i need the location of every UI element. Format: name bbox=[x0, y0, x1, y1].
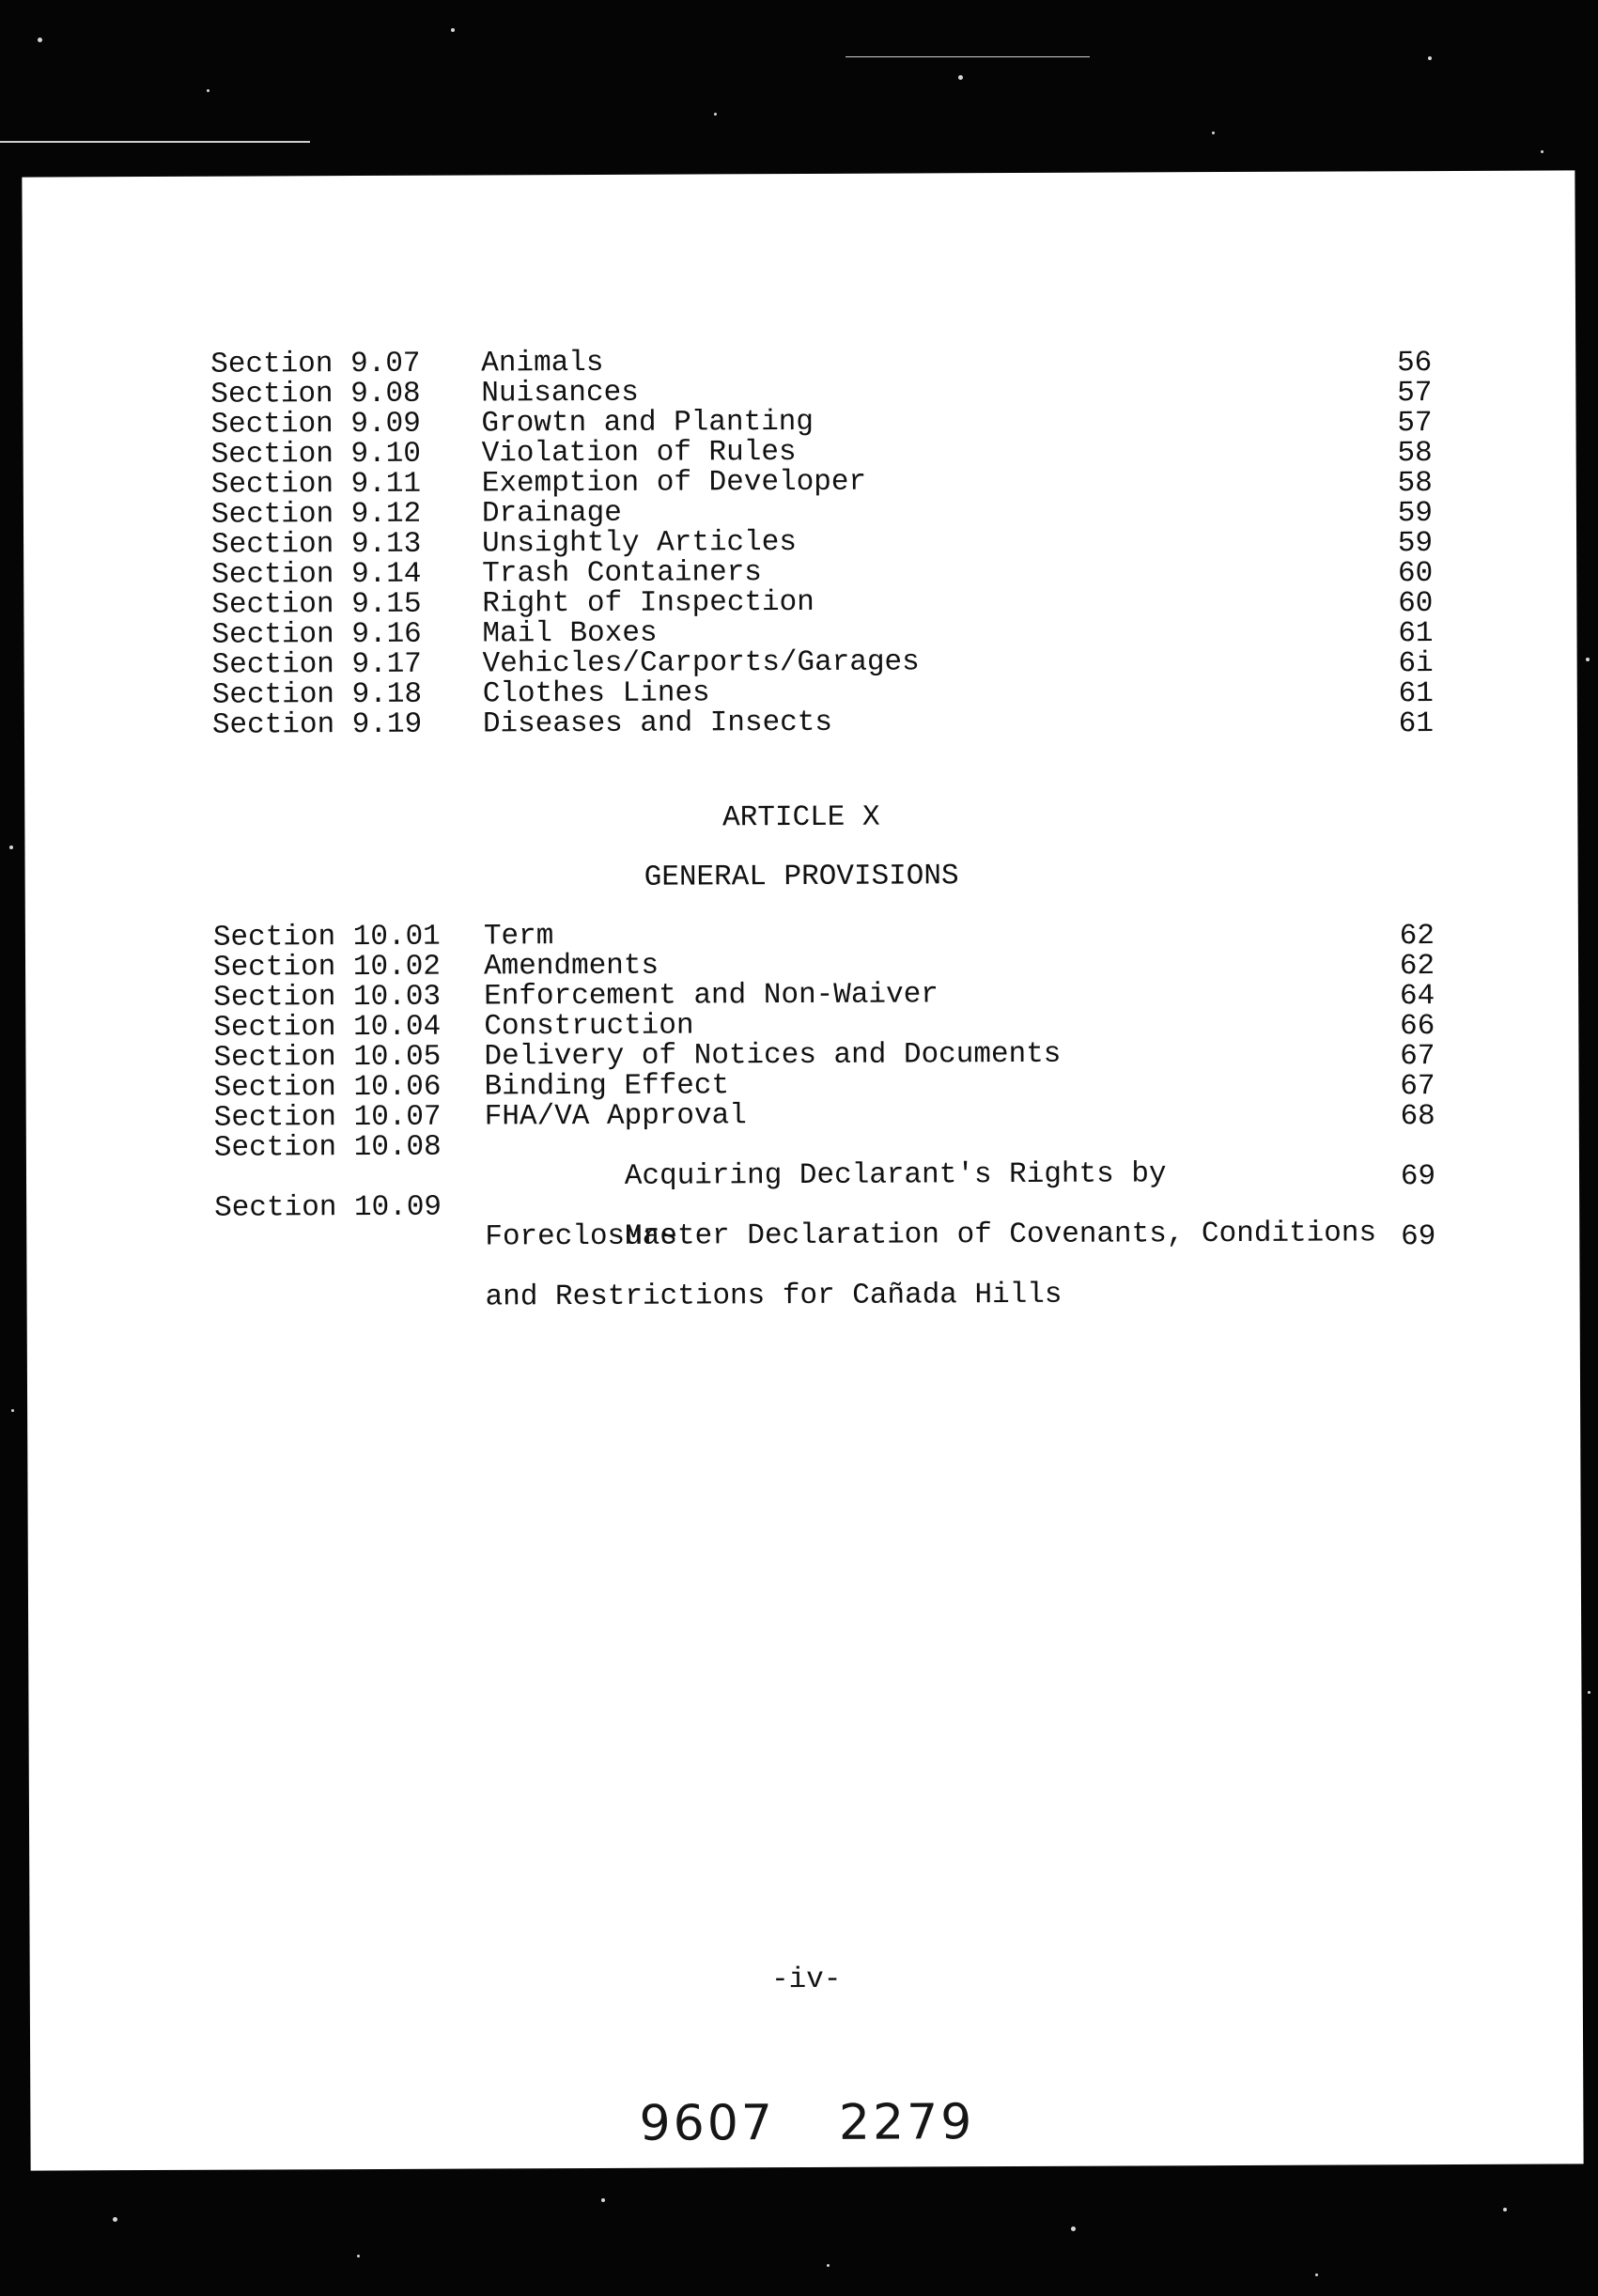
section-number: Section 10.09 bbox=[214, 1190, 442, 1225]
section-number: Section 9.15 bbox=[211, 587, 422, 622]
section-number: Section 10.01 bbox=[212, 920, 441, 954]
section-title: Diseases and Insects bbox=[482, 706, 833, 741]
section-number: Section 10.02 bbox=[212, 950, 441, 985]
section-title: Master Declaration of Covenants, Conditions bbox=[625, 1217, 1377, 1253]
page-number: -iv- bbox=[770, 1962, 842, 1997]
section-title: Acquiring Declarant's Rights by bbox=[624, 1157, 1167, 1193]
toc-entry-10-09 bbox=[214, 1188, 1436, 1314]
section-page: 58 bbox=[1397, 467, 1433, 501]
section-page: 66 bbox=[1400, 1010, 1435, 1044]
article-heading: ARTICLE X bbox=[722, 800, 880, 835]
section-number: Section 10.07 bbox=[213, 1100, 442, 1135]
section-title: Right of Inspection bbox=[482, 585, 815, 621]
bates-stamp bbox=[30, 2091, 1583, 2154]
section-title-continued: and Restrictions for Cañada Hills bbox=[485, 1278, 1063, 1314]
section-number: Section 9.10 bbox=[210, 437, 421, 472]
section-title: Violation of Rules bbox=[481, 436, 797, 471]
section-title-wrap bbox=[485, 1188, 1377, 1373]
section-page: 64 bbox=[1399, 980, 1435, 1014]
section-page: 60 bbox=[1398, 587, 1434, 621]
section-number: Section 9.13 bbox=[211, 527, 422, 562]
section-page: 61 bbox=[1398, 617, 1434, 651]
section-number: Section 10.05 bbox=[213, 1040, 442, 1075]
section-page: 61 bbox=[1398, 707, 1435, 741]
section-title: Drainage bbox=[481, 496, 622, 531]
section-number: Section 9.14 bbox=[211, 557, 422, 592]
section-title: Exemption of Developer bbox=[481, 465, 867, 501]
section-page: 59 bbox=[1397, 497, 1434, 531]
section-title: Vehicles/Carports/Garages bbox=[482, 645, 920, 681]
section-page: 59 bbox=[1397, 527, 1434, 561]
section-number: Section 9.11 bbox=[210, 467, 422, 502]
section-number: Section 9.18 bbox=[211, 677, 423, 712]
section-page: 67 bbox=[1400, 1040, 1435, 1074]
section-number: Section 9.16 bbox=[211, 617, 422, 652]
toc-entry-9-19 bbox=[212, 706, 1434, 741]
section-page: 57 bbox=[1397, 407, 1433, 441]
document-page bbox=[22, 170, 1583, 2170]
section-title: Construction bbox=[484, 1009, 694, 1044]
section-title-continued: Foreclosure bbox=[485, 1219, 678, 1254]
section-page: 60 bbox=[1397, 557, 1434, 591]
section-number: Section 9.07 bbox=[210, 347, 421, 381]
section-number: Section 9.12 bbox=[210, 497, 422, 532]
section-number: Section 10.06 bbox=[213, 1070, 442, 1105]
section-page: 68 bbox=[1400, 1100, 1435, 1134]
section-number: Section 9.19 bbox=[211, 707, 423, 742]
section-page: 62 bbox=[1399, 950, 1435, 984]
section-number: Section 10.03 bbox=[213, 980, 442, 1015]
section-page: 56 bbox=[1396, 347, 1433, 380]
section-title: Enforcement and Non-Waiver bbox=[484, 978, 939, 1014]
section-number: Section 10.04 bbox=[213, 1010, 442, 1045]
section-title: Nuisances bbox=[481, 376, 639, 411]
toc-article-ix bbox=[210, 345, 1434, 741]
section-title: Mail Boxes bbox=[482, 616, 658, 651]
section-title: Amendments bbox=[483, 949, 659, 984]
section-number: Section 10.08 bbox=[213, 1130, 442, 1165]
section-number: Section 9.08 bbox=[210, 377, 421, 411]
section-number: Section 9.09 bbox=[210, 407, 421, 442]
section-title: Binding Effect bbox=[484, 1069, 730, 1104]
toc-article-x bbox=[212, 918, 1436, 1314]
article-subheading: GENERAL PROVISIONS bbox=[644, 860, 959, 894]
section-page: 61 bbox=[1398, 677, 1434, 711]
section-title: FHA/VA Approval bbox=[484, 1099, 747, 1134]
section-page: 58 bbox=[1397, 437, 1433, 471]
section-page: 57 bbox=[1397, 377, 1433, 411]
section-page: 69 bbox=[1400, 1160, 1436, 1194]
section-title: Clothes Lines bbox=[482, 676, 710, 711]
section-page: 6i bbox=[1398, 647, 1434, 681]
stamp-left: 9607 bbox=[639, 2095, 776, 2152]
section-title: Unsightly Articles bbox=[482, 526, 798, 561]
section-title: Growtn and Planting bbox=[481, 405, 815, 441]
section-title: Trash Containers bbox=[482, 556, 762, 591]
stamp-right: 2279 bbox=[838, 2094, 975, 2151]
section-number: Section 9.17 bbox=[211, 647, 422, 682]
section-page: 69 bbox=[1401, 1220, 1436, 1254]
section-title: Animals bbox=[481, 346, 604, 380]
section-title: Delivery of Notices and Documents bbox=[484, 1037, 1062, 1074]
section-page: 67 bbox=[1400, 1070, 1435, 1104]
section-title: Term bbox=[483, 920, 554, 954]
section-page: 62 bbox=[1399, 920, 1435, 954]
